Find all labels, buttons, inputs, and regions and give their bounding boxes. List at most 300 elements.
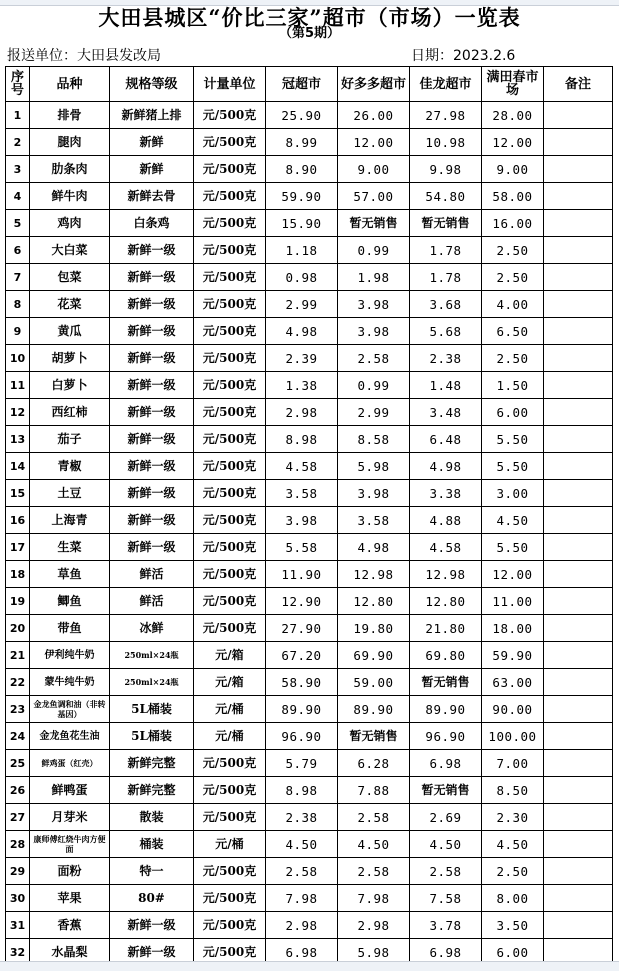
price-store-3: 12.98 <box>410 561 482 588</box>
item-unit: 元/500克 <box>194 588 266 615</box>
price-store-4: 5.50 <box>482 534 544 561</box>
header-note: 备注 <box>544 67 613 102</box>
price-store-2: 57.00 <box>338 183 410 210</box>
table-row <box>6 588 613 615</box>
row-note <box>544 534 613 561</box>
table-row <box>6 534 613 561</box>
price-store-1: 2.39 <box>266 345 338 372</box>
item-spec: 新鲜一级 <box>110 453 194 480</box>
item-name: 鲜牛肉 <box>30 183 110 210</box>
price-store-4: 4.50 <box>482 507 544 534</box>
header-unit: 计量单位 <box>194 67 266 102</box>
row-index: 16 <box>6 507 30 534</box>
item-name: 鲫鱼 <box>30 588 110 615</box>
price-store-1: 67.20 <box>266 642 338 669</box>
item-spec: 新鲜一级 <box>110 507 194 534</box>
row-index: 7 <box>6 264 30 291</box>
row-note <box>544 669 613 696</box>
table-row <box>6 831 613 858</box>
price-store-3: 3.68 <box>410 291 482 318</box>
price-store-2: 9.00 <box>338 156 410 183</box>
item-unit: 元/500克 <box>194 885 266 912</box>
price-store-2: 2.58 <box>338 345 410 372</box>
price-store-1: 0.98 <box>266 264 338 291</box>
row-index: 19 <box>6 588 30 615</box>
item-spec: 250ml×24瓶 <box>110 669 194 696</box>
price-store-2: 7.88 <box>338 777 410 804</box>
price-store-4: 100.00 <box>482 723 544 750</box>
price-store-2: 8.58 <box>338 426 410 453</box>
price-store-3: 4.98 <box>410 453 482 480</box>
row-note <box>544 372 613 399</box>
price-store-2: 26.00 <box>338 102 410 129</box>
item-spec: 新鲜一级 <box>110 534 194 561</box>
price-store-3: 96.90 <box>410 723 482 750</box>
item-name: 康师傅红烧牛肉方便面 <box>30 831 110 858</box>
item-unit: 元/500克 <box>194 426 266 453</box>
price-store-2: 2.58 <box>338 858 410 885</box>
item-unit: 元/500克 <box>194 858 266 885</box>
price-store-4: 16.00 <box>482 210 544 237</box>
item-spec: 新鲜 <box>110 156 194 183</box>
item-unit: 元/500克 <box>194 912 266 939</box>
price-store-1: 59.90 <box>266 183 338 210</box>
price-store-3: 7.58 <box>410 885 482 912</box>
item-name: 鸡肉 <box>30 210 110 237</box>
table-row <box>6 129 613 156</box>
item-unit: 元/箱 <box>194 669 266 696</box>
item-spec: 冰鲜 <box>110 615 194 642</box>
price-store-3: 69.80 <box>410 642 482 669</box>
header-store-1: 冠超市 <box>266 67 338 102</box>
price-store-3: 1.78 <box>410 264 482 291</box>
price-store-4: 28.00 <box>482 102 544 129</box>
row-index: 27 <box>6 804 30 831</box>
price-store-3: 1.48 <box>410 372 482 399</box>
price-store-3: 10.98 <box>410 129 482 156</box>
item-spec: 5L桶装 <box>110 696 194 723</box>
price-store-3: 2.58 <box>410 858 482 885</box>
price-store-1: 5.58 <box>266 534 338 561</box>
price-store-2: 89.90 <box>338 696 410 723</box>
price-store-1: 8.98 <box>266 777 338 804</box>
table-row <box>6 237 613 264</box>
price-store-2: 7.98 <box>338 885 410 912</box>
item-unit: 元/500克 <box>194 453 266 480</box>
price-store-2: 12.80 <box>338 588 410 615</box>
item-unit: 元/500克 <box>194 210 266 237</box>
price-store-1: 2.38 <box>266 804 338 831</box>
row-index: 18 <box>6 561 30 588</box>
price-store-3: 12.80 <box>410 588 482 615</box>
price-store-2: 6.28 <box>338 750 410 777</box>
item-spec: 新鲜 <box>110 129 194 156</box>
row-index: 24 <box>6 723 30 750</box>
price-store-3: 1.78 <box>410 237 482 264</box>
price-table <box>5 66 613 966</box>
table-row <box>6 102 613 129</box>
price-store-1: 1.38 <box>266 372 338 399</box>
price-store-1: 5.79 <box>266 750 338 777</box>
item-name: 西红柿 <box>30 399 110 426</box>
price-store-2: 4.98 <box>338 534 410 561</box>
header-index: 序号 <box>6 67 30 102</box>
item-spec: 新鲜猪上排 <box>110 102 194 129</box>
price-store-3: 54.80 <box>410 183 482 210</box>
item-unit: 元/500克 <box>194 291 266 318</box>
row-index: 9 <box>6 318 30 345</box>
row-note <box>544 885 613 912</box>
price-store-3: 27.98 <box>410 102 482 129</box>
price-store-2: 12.00 <box>338 129 410 156</box>
header-store-2: 好多多超市 <box>338 67 410 102</box>
price-store-4: 7.00 <box>482 750 544 777</box>
item-unit: 元/500克 <box>194 318 266 345</box>
row-note <box>544 696 613 723</box>
table-row <box>6 183 613 210</box>
price-store-2: 3.58 <box>338 507 410 534</box>
table-row <box>6 318 613 345</box>
price-store-2: 0.99 <box>338 237 410 264</box>
price-store-3: 4.88 <box>410 507 482 534</box>
price-store-4: 4.50 <box>482 831 544 858</box>
price-store-3: 4.58 <box>410 534 482 561</box>
row-index: 30 <box>6 885 30 912</box>
item-spec: 80# <box>110 885 194 912</box>
item-name: 大白菜 <box>30 237 110 264</box>
table-row <box>6 885 613 912</box>
row-index: 31 <box>6 912 30 939</box>
price-store-4: 3.50 <box>482 912 544 939</box>
item-spec: 新鲜一级 <box>110 372 194 399</box>
row-index: 13 <box>6 426 30 453</box>
row-note <box>544 831 613 858</box>
row-note <box>544 858 613 885</box>
header-store-3: 佳龙超市 <box>410 67 482 102</box>
row-note <box>544 777 613 804</box>
row-note <box>544 237 613 264</box>
item-name: 带鱼 <box>30 615 110 642</box>
price-store-1: 11.90 <box>266 561 338 588</box>
table-row <box>6 453 613 480</box>
row-index: 3 <box>6 156 30 183</box>
price-store-1: 2.99 <box>266 291 338 318</box>
item-unit: 元/500克 <box>194 507 266 534</box>
item-unit: 元/500克 <box>194 237 266 264</box>
table-row <box>6 264 613 291</box>
price-store-4: 2.50 <box>482 345 544 372</box>
price-store-2: 3.98 <box>338 291 410 318</box>
item-unit: 元/500克 <box>194 534 266 561</box>
report-date: 日期：2023.2.6 <box>411 48 516 64</box>
row-index: 12 <box>6 399 30 426</box>
row-note <box>544 615 613 642</box>
item-name: 上海青 <box>30 507 110 534</box>
price-store-1: 1.18 <box>266 237 338 264</box>
price-store-1: 2.98 <box>266 399 338 426</box>
row-index: 29 <box>6 858 30 885</box>
item-spec: 新鲜完整 <box>110 777 194 804</box>
row-index: 17 <box>6 534 30 561</box>
item-spec: 桶装 <box>110 831 194 858</box>
table-row <box>6 912 613 939</box>
item-unit: 元/桶 <box>194 696 266 723</box>
item-name: 香蕉 <box>30 912 110 939</box>
table-row <box>6 642 613 669</box>
item-spec: 5L桶装 <box>110 723 194 750</box>
price-store-4: 12.00 <box>482 129 544 156</box>
row-note <box>544 102 613 129</box>
reporting-unit: 报送单位：大田县发改局 <box>7 48 161 64</box>
item-name: 胡萝卜 <box>30 345 110 372</box>
price-store-2: 暂无销售 <box>338 723 410 750</box>
row-index: 8 <box>6 291 30 318</box>
price-store-1: 89.90 <box>266 696 338 723</box>
price-store-2: 2.99 <box>338 399 410 426</box>
price-store-4: 2.50 <box>482 264 544 291</box>
table-row <box>6 804 613 831</box>
item-unit: 元/桶 <box>194 723 266 750</box>
item-name: 排骨 <box>30 102 110 129</box>
price-store-4: 6.00 <box>482 939 544 966</box>
row-note <box>544 561 613 588</box>
price-store-4: 90.00 <box>482 696 544 723</box>
price-store-3: 3.78 <box>410 912 482 939</box>
item-unit: 元/箱 <box>194 642 266 669</box>
item-unit: 元/桶 <box>194 831 266 858</box>
table-row <box>6 372 613 399</box>
price-store-2: 1.98 <box>338 264 410 291</box>
price-store-1: 8.98 <box>266 426 338 453</box>
row-note <box>544 507 613 534</box>
row-index: 22 <box>6 669 30 696</box>
item-name: 水晶梨 <box>30 939 110 966</box>
price-store-2: 3.98 <box>338 480 410 507</box>
table-row <box>6 750 613 777</box>
table-row <box>6 507 613 534</box>
price-store-4: 6.50 <box>482 318 544 345</box>
price-store-2: 0.99 <box>338 372 410 399</box>
table-row <box>6 426 613 453</box>
item-spec: 散装 <box>110 804 194 831</box>
item-name: 包菜 <box>30 264 110 291</box>
price-store-1: 7.98 <box>266 885 338 912</box>
row-index: 25 <box>6 750 30 777</box>
price-store-1: 3.58 <box>266 480 338 507</box>
item-name: 腿肉 <box>30 129 110 156</box>
item-unit: 元/500克 <box>194 480 266 507</box>
table-row <box>6 615 613 642</box>
row-note <box>544 183 613 210</box>
price-store-4: 2.50 <box>482 237 544 264</box>
item-name: 茄子 <box>30 426 110 453</box>
price-store-4: 18.00 <box>482 615 544 642</box>
row-note <box>544 264 613 291</box>
item-name: 金龙鱼花生油 <box>30 723 110 750</box>
item-spec: 新鲜一级 <box>110 426 194 453</box>
item-name: 金龙鱼调和油（非转基因） <box>30 696 110 723</box>
price-store-3: 暂无销售 <box>410 777 482 804</box>
row-index: 26 <box>6 777 30 804</box>
row-note <box>544 129 613 156</box>
item-name: 花菜 <box>30 291 110 318</box>
item-name: 黄瓜 <box>30 318 110 345</box>
item-unit: 元/500克 <box>194 750 266 777</box>
table-row <box>6 858 613 885</box>
table-header-row <box>6 67 613 102</box>
item-name: 伊利纯牛奶 <box>30 642 110 669</box>
row-index: 5 <box>6 210 30 237</box>
price-store-2: 2.98 <box>338 912 410 939</box>
price-store-3: 暂无销售 <box>410 210 482 237</box>
price-store-4: 9.00 <box>482 156 544 183</box>
price-store-4: 3.00 <box>482 480 544 507</box>
price-store-1: 15.90 <box>266 210 338 237</box>
price-store-1: 58.90 <box>266 669 338 696</box>
table-row <box>6 345 613 372</box>
row-index: 2 <box>6 129 30 156</box>
item-name: 蒙牛纯牛奶 <box>30 669 110 696</box>
item-unit: 元/500克 <box>194 939 266 966</box>
issue-subtitle: （第5期） <box>278 26 341 41</box>
item-unit: 元/500克 <box>194 399 266 426</box>
price-store-1: 4.58 <box>266 453 338 480</box>
price-store-1: 12.90 <box>266 588 338 615</box>
row-note <box>544 210 613 237</box>
item-unit: 元/500克 <box>194 264 266 291</box>
price-store-1: 96.90 <box>266 723 338 750</box>
price-store-4: 58.00 <box>482 183 544 210</box>
price-store-1: 27.90 <box>266 615 338 642</box>
price-store-1: 2.58 <box>266 858 338 885</box>
price-store-1: 6.98 <box>266 939 338 966</box>
price-store-1: 25.90 <box>266 102 338 129</box>
price-store-4: 11.00 <box>482 588 544 615</box>
header-spec: 规格等级 <box>110 67 194 102</box>
item-spec: 鲜活 <box>110 561 194 588</box>
price-store-4: 6.00 <box>482 399 544 426</box>
item-spec: 白条鸡 <box>110 210 194 237</box>
page-title: 大田县城区“价比三家”超市（市场）一览表 <box>98 5 521 30</box>
price-store-1: 4.50 <box>266 831 338 858</box>
row-index: 4 <box>6 183 30 210</box>
header-item: 品种 <box>30 67 110 102</box>
row-note <box>544 318 613 345</box>
item-name: 鲜鸭蛋 <box>30 777 110 804</box>
item-unit: 元/500克 <box>194 561 266 588</box>
price-store-3: 6.98 <box>410 750 482 777</box>
item-unit: 元/500克 <box>194 804 266 831</box>
price-store-4: 1.50 <box>482 372 544 399</box>
item-name: 生菜 <box>30 534 110 561</box>
item-unit: 元/500克 <box>194 183 266 210</box>
header-store-4: 满田春市场 <box>482 67 544 102</box>
item-spec: 新鲜去骨 <box>110 183 194 210</box>
item-name: 苹果 <box>30 885 110 912</box>
price-store-3: 3.38 <box>410 480 482 507</box>
price-store-4: 4.00 <box>482 291 544 318</box>
item-spec: 新鲜一级 <box>110 399 194 426</box>
item-spec: 新鲜一级 <box>110 318 194 345</box>
price-store-1: 8.99 <box>266 129 338 156</box>
price-store-2: 5.98 <box>338 453 410 480</box>
price-store-1: 2.98 <box>266 912 338 939</box>
row-note <box>544 804 613 831</box>
row-note <box>544 156 613 183</box>
row-note <box>544 480 613 507</box>
item-unit: 元/500克 <box>194 777 266 804</box>
table-row <box>6 156 613 183</box>
price-store-3: 6.98 <box>410 939 482 966</box>
item-unit: 元/500克 <box>194 372 266 399</box>
table-row <box>6 399 613 426</box>
row-index: 14 <box>6 453 30 480</box>
table-row <box>6 561 613 588</box>
price-store-2: 5.98 <box>338 939 410 966</box>
row-index: 20 <box>6 615 30 642</box>
price-store-2: 19.80 <box>338 615 410 642</box>
price-store-1: 8.90 <box>266 156 338 183</box>
price-store-2: 暂无销售 <box>338 210 410 237</box>
price-store-3: 89.90 <box>410 696 482 723</box>
price-store-4: 5.50 <box>482 453 544 480</box>
item-spec: 新鲜一级 <box>110 237 194 264</box>
table-row <box>6 669 613 696</box>
price-store-3: 4.50 <box>410 831 482 858</box>
price-store-4: 2.50 <box>482 858 544 885</box>
price-store-2: 59.00 <box>338 669 410 696</box>
price-store-3: 21.80 <box>410 615 482 642</box>
item-spec: 鲜活 <box>110 588 194 615</box>
row-note <box>544 723 613 750</box>
item-spec: 特一 <box>110 858 194 885</box>
price-store-4: 59.90 <box>482 642 544 669</box>
item-spec: 新鲜完整 <box>110 750 194 777</box>
price-store-3: 3.48 <box>410 399 482 426</box>
price-store-3: 暂无销售 <box>410 669 482 696</box>
price-store-2: 3.98 <box>338 318 410 345</box>
price-store-4: 8.50 <box>482 777 544 804</box>
price-store-4: 2.30 <box>482 804 544 831</box>
item-name: 鲜鸡蛋（红壳） <box>30 750 110 777</box>
price-store-2: 69.90 <box>338 642 410 669</box>
row-index: 32 <box>6 939 30 966</box>
row-index: 11 <box>6 372 30 399</box>
row-index: 21 <box>6 642 30 669</box>
price-store-1: 3.98 <box>266 507 338 534</box>
row-index: 23 <box>6 696 30 723</box>
row-index: 28 <box>6 831 30 858</box>
price-store-4: 63.00 <box>482 669 544 696</box>
row-index: 10 <box>6 345 30 372</box>
item-name: 肋条肉 <box>30 156 110 183</box>
item-unit: 元/500克 <box>194 129 266 156</box>
item-spec: 新鲜一级 <box>110 480 194 507</box>
row-note <box>544 426 613 453</box>
price-store-3: 6.48 <box>410 426 482 453</box>
item-unit: 元/500克 <box>194 615 266 642</box>
item-spec: 新鲜一级 <box>110 291 194 318</box>
item-spec: 250ml×24瓶 <box>110 642 194 669</box>
price-store-4: 5.50 <box>482 426 544 453</box>
row-note <box>544 345 613 372</box>
row-note <box>544 642 613 669</box>
row-note <box>544 912 613 939</box>
price-store-1: 4.98 <box>266 318 338 345</box>
price-store-2: 4.50 <box>338 831 410 858</box>
table-row <box>6 291 613 318</box>
item-name: 青椒 <box>30 453 110 480</box>
